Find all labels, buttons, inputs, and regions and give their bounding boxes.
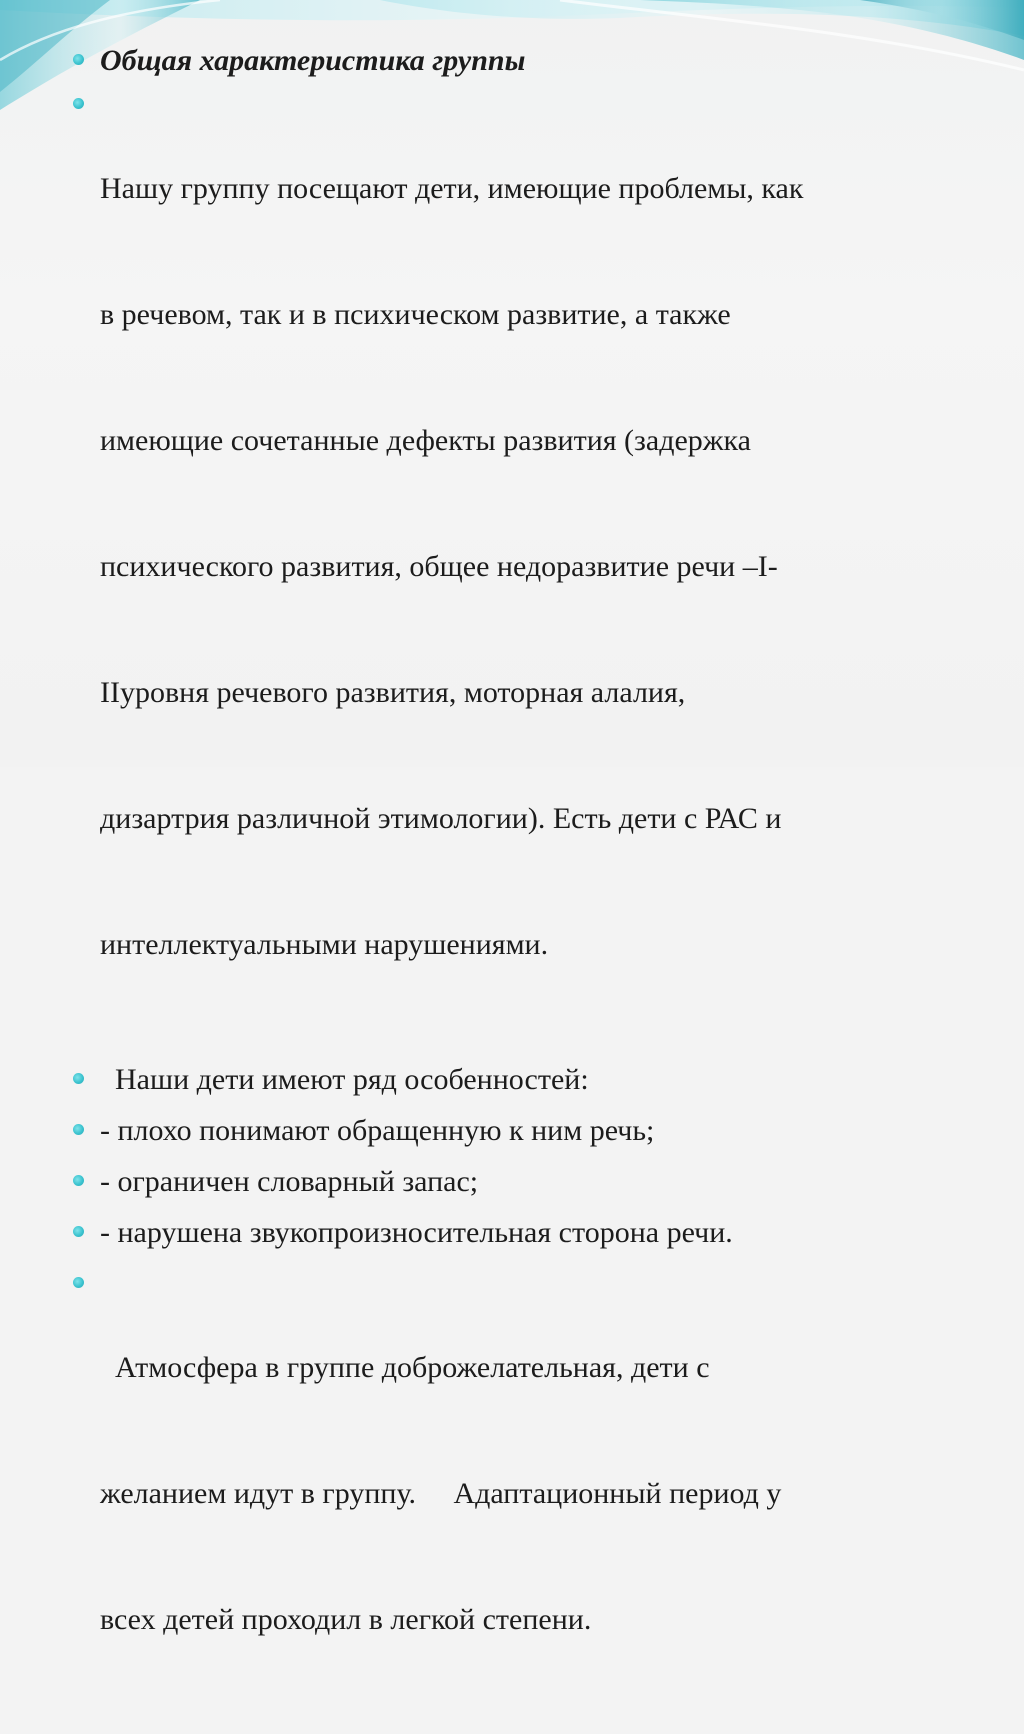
- bullet-heading: [70, 40, 950, 82]
- bullet-item: [70, 1161, 950, 1203]
- bullet-dot-icon: [73, 1073, 84, 1084]
- slide-content: [70, 40, 950, 1734]
- bullet-text: - ограничен словарный запас;: [100, 1165, 479, 1198]
- bullet-list: [70, 40, 950, 1725]
- bullet-text: [100, 1263, 950, 1725]
- bullet-item: [70, 1059, 950, 1101]
- bullet-dot-icon: [73, 1226, 84, 1237]
- bullet-dot-icon: [73, 98, 84, 109]
- bullet-dot-icon: [73, 54, 84, 65]
- bullet-line: Атмосфера в группе доброжелательная, дети с: [100, 1351, 710, 1384]
- bullet-line: желанием идут в группу. Адаптационный период у: [100, 1477, 782, 1510]
- bullet-line: в речевом, так и в психическом развитие, а также: [100, 298, 731, 331]
- bullet-item: [70, 1110, 950, 1152]
- bullet-line: IIуровня речевого развития, моторная алалия,: [100, 676, 686, 709]
- bullet-dot-icon: [73, 1277, 84, 1288]
- bullet-text: - нарушена звукопроизносительная сторона речи.: [100, 1216, 733, 1249]
- bullet-item: [70, 1263, 950, 1725]
- bullet-text: - плохо понимают обращенную к ним речь;: [100, 1114, 655, 1147]
- bullet-text: Наши дети имеют ряд особенностей:: [100, 1063, 589, 1096]
- bullet-line: интеллектуальными нарушениями.: [100, 928, 549, 961]
- bullet-text: [100, 84, 950, 1050]
- bullet-line: дизартрия различной этимологии). Есть дети с РАС и: [100, 802, 782, 835]
- bullet-line: Нашу группу посещают дети, имеющие проблемы, как: [100, 172, 804, 205]
- bullet-line: психического развития, общее недоразвитие речи –I-: [100, 550, 778, 583]
- bullet-dot-icon: [73, 1175, 84, 1186]
- bullet-line: имеющие сочетанные дефекты развития (задержка: [100, 424, 751, 457]
- bullet-item: [70, 84, 950, 1050]
- bullet-dot-icon: [73, 1124, 84, 1135]
- bullet-text: Общая характеристика группы: [100, 44, 526, 77]
- bullet-item: [70, 1212, 950, 1254]
- bullet-line: всех детей проходил в легкой степени.: [100, 1603, 592, 1636]
